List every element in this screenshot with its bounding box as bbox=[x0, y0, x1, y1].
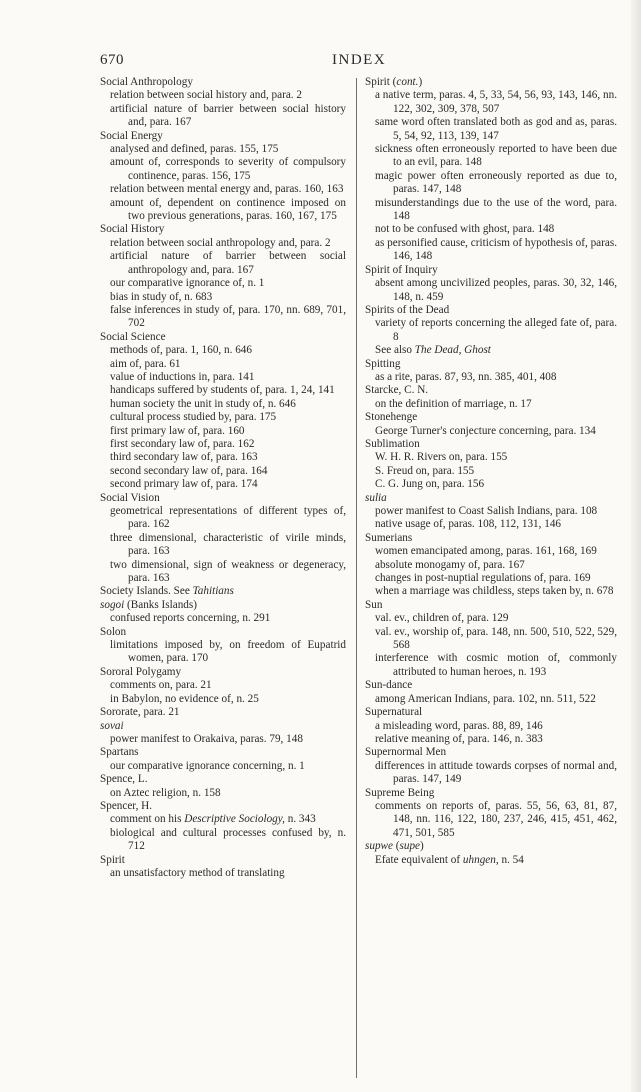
entry-text: absent among uncivilized peoples, paras. 30, 32, 146, 148, n. 459 bbox=[375, 277, 617, 303]
index-subentry bbox=[100, 733, 346, 746]
entry-text: on Aztec religion, n. 158 bbox=[110, 786, 221, 799]
entry-text: absolute monogamy of, para. 167 bbox=[375, 558, 525, 571]
index-heading bbox=[100, 666, 346, 679]
index-subentry bbox=[100, 867, 346, 880]
entry-italic-term: supwe bbox=[365, 840, 393, 853]
entry-text: Sun-dance bbox=[365, 679, 413, 692]
entry-text: an unsatisfactory method of translating bbox=[110, 866, 285, 879]
entry-text: comments on, para. 21 bbox=[110, 679, 212, 692]
entry-text: women emancipated among, paras. 161, 168, 169 bbox=[375, 545, 597, 558]
index-subentry bbox=[100, 612, 346, 625]
index-subentry bbox=[365, 465, 617, 478]
entry-text: George Turner's conjecture concerning, para. 134 bbox=[375, 424, 596, 437]
entry-text: See also bbox=[375, 344, 412, 357]
index-subentry bbox=[365, 559, 617, 572]
index-heading bbox=[365, 840, 617, 853]
entry-text: S. Freud on, para. 155 bbox=[375, 464, 475, 477]
entry-text: comments on reports of, paras. 55, 56, 63, 81, 87, 148, nn. 116, 122, 180, 237, 246, 415, 451, 462, 471, 501, 585 bbox=[375, 799, 617, 839]
index-heading bbox=[100, 626, 346, 639]
index-subentry bbox=[100, 156, 346, 183]
index-subentry bbox=[100, 398, 346, 411]
entry-text: as a rite, paras. 87, 93, nn. 385, 401, 408 bbox=[375, 370, 557, 383]
entry-text: relation between social history and, para. 2 bbox=[110, 89, 302, 102]
entry-text: Social Science bbox=[100, 330, 166, 343]
entry-text: second secondary law of, para. 164 bbox=[110, 464, 268, 477]
entry-text: Solon bbox=[100, 625, 127, 638]
entry-text: Sun bbox=[365, 598, 383, 611]
index-subentry bbox=[100, 559, 346, 586]
index-subentry bbox=[365, 344, 617, 357]
index-subentry bbox=[100, 304, 346, 331]
entry-text: methods of, para. 1, 160, n. 646 bbox=[110, 344, 252, 357]
index-subentry bbox=[365, 371, 617, 384]
index-heading bbox=[100, 130, 346, 143]
index-subentry bbox=[365, 612, 617, 625]
index-subentry bbox=[100, 505, 346, 532]
entry-text: not to be confused with ghost, para. 148 bbox=[375, 223, 555, 236]
index-heading bbox=[100, 720, 346, 733]
entry-text: a native term, paras. 4, 5, 33, 54, 56, 93, 143, 146, nn. 122, 302, 309, 378, 507 bbox=[375, 89, 617, 115]
entry-text: Social Energy bbox=[100, 129, 163, 142]
entry-text: in Babylon, no evidence of, n. 25 bbox=[110, 692, 259, 705]
index-subentry bbox=[365, 585, 617, 598]
entry-text: Spence, L. bbox=[100, 773, 148, 786]
index-subentry bbox=[365, 223, 617, 236]
index-subentry bbox=[365, 800, 617, 840]
index-heading bbox=[100, 76, 346, 89]
index-heading bbox=[100, 706, 346, 719]
entry-text: three dimensional, characteristic of virile minds, para. 163 bbox=[110, 531, 346, 558]
index-subentry bbox=[365, 505, 617, 518]
entry-text: Spencer, H. bbox=[100, 799, 153, 812]
index-subentry bbox=[365, 720, 617, 733]
index-subentry bbox=[365, 518, 617, 531]
index-subentry bbox=[100, 250, 346, 277]
entry-text: aim of, para. 61 bbox=[110, 357, 181, 370]
index-subentry bbox=[100, 103, 346, 130]
index-subentry bbox=[100, 89, 346, 102]
index-subentry bbox=[365, 89, 617, 116]
entry-text: amount of, corresponds to severity of compulsory continence, paras. 156, 175 bbox=[110, 156, 346, 182]
index-subentry bbox=[365, 398, 617, 411]
index-heading bbox=[100, 585, 346, 598]
index-subentry bbox=[365, 143, 617, 170]
entry-text: Spirits of the Dead bbox=[365, 303, 450, 316]
entry-text: artificial nature of barrier between social history and, para. 167 bbox=[110, 102, 346, 129]
index-subentry bbox=[100, 411, 346, 424]
entry-text: first secondary law of, para. 162 bbox=[110, 437, 255, 450]
entry-text: second primary law of, para. 174 bbox=[110, 478, 258, 491]
index-subentry bbox=[100, 451, 346, 464]
index-subentry bbox=[365, 197, 617, 224]
entry-text: val. ev., worship of, para. 148, nn. 500, 510, 522, 529, 568 bbox=[375, 625, 617, 652]
index-subentry bbox=[365, 626, 617, 653]
index-heading bbox=[100, 854, 346, 867]
entry-text: Sumerians bbox=[365, 531, 413, 544]
entry-text: on the definition of marriage, n. 17 bbox=[375, 397, 532, 410]
index-heading bbox=[365, 746, 617, 759]
index-column-left bbox=[100, 76, 346, 880]
entry-text: power manifest to Orakaiva, paras. 79, 148 bbox=[110, 732, 303, 745]
index-subentry bbox=[365, 317, 617, 344]
entry-text: two dimensional, sign of weakness or degeneracy, para. 163 bbox=[110, 558, 346, 585]
column-divider bbox=[356, 78, 357, 1078]
entry-italic-term: uhngen, bbox=[462, 853, 499, 866]
entry-text: bias in study of, n. 683 bbox=[110, 290, 213, 303]
index-subentry bbox=[100, 344, 346, 357]
index-heading bbox=[365, 438, 617, 451]
entry-text: third secondary law of, para. 163 bbox=[110, 451, 258, 464]
index-subentry bbox=[100, 478, 346, 491]
entry-text: Sublimation bbox=[365, 437, 420, 450]
entry-text: (Banks Islands) bbox=[124, 598, 197, 611]
page-title: INDEX bbox=[332, 52, 387, 68]
entry-text: first primary law of, para. 160 bbox=[110, 424, 245, 437]
entry-italic-term: supe bbox=[399, 840, 421, 853]
entry-text: variety of reports concerning the alleged fate of, para. 8 bbox=[375, 317, 617, 343]
entry-text: our comparative ignorance concerning, n. 1 bbox=[110, 759, 305, 772]
index-subentry bbox=[365, 170, 617, 197]
index-heading bbox=[365, 532, 617, 545]
index-subentry bbox=[365, 572, 617, 585]
index-heading bbox=[365, 76, 617, 89]
index-heading bbox=[100, 746, 346, 759]
entry-text: artificial nature of barrier between social anthropology and, para. 167 bbox=[110, 250, 346, 276]
entry-text: human society the unit in study of, n. 646 bbox=[110, 397, 296, 410]
index-subentry bbox=[100, 438, 346, 451]
entry-italic-term: sovai bbox=[100, 719, 124, 732]
entry-italic-term: Descriptive Sociology, bbox=[184, 813, 285, 826]
entry-text: C. G. Jung on, para. 156 bbox=[375, 478, 485, 491]
index-subentry bbox=[365, 425, 617, 438]
entry-text: biological and cultural processes confused by, n. 712 bbox=[110, 826, 346, 853]
index-heading bbox=[365, 706, 617, 719]
index-heading bbox=[365, 384, 617, 397]
index-heading bbox=[365, 358, 617, 371]
index-subentry bbox=[365, 237, 617, 264]
entry-text-tail: n. 54 bbox=[498, 853, 524, 866]
index-subentry bbox=[100, 183, 346, 196]
entry-italic-term: Tahitians bbox=[192, 585, 234, 598]
index-subentry bbox=[100, 384, 346, 397]
entry-text: Spirit bbox=[100, 853, 125, 866]
entry-text: our comparative ignorance of, n. 1 bbox=[110, 277, 265, 290]
index-subentry bbox=[100, 760, 346, 773]
entry-text: Stonehenge bbox=[365, 411, 418, 424]
entry-text-tail: ) bbox=[420, 840, 424, 853]
entry-text: cultural process studied by, para. 175 bbox=[110, 411, 277, 424]
index-subentry bbox=[100, 291, 346, 304]
entry-text: relation between social anthropology and, para. 2 bbox=[110, 236, 331, 249]
index-subentry bbox=[100, 358, 346, 371]
entry-italic-term: sogoi bbox=[100, 598, 125, 611]
entry-text-tail: n. 343 bbox=[284, 813, 316, 826]
index-subentry bbox=[100, 237, 346, 250]
entry-text: Spartans bbox=[100, 746, 139, 759]
entry-text: when a marriage was childless, steps taken by, n. 678 bbox=[375, 585, 614, 598]
index-subentry bbox=[100, 787, 346, 800]
index-subentry bbox=[100, 532, 346, 559]
index-subentry bbox=[100, 197, 346, 224]
entry-text: Starcke, C. N. bbox=[365, 384, 429, 397]
page-edge-shadow bbox=[631, 0, 641, 1092]
entry-text: value of inductions in, para. 141 bbox=[110, 370, 255, 383]
index-heading bbox=[100, 492, 346, 505]
index-column-right bbox=[365, 76, 617, 867]
page-number: 670 bbox=[100, 52, 124, 68]
entry-text: Spitting bbox=[365, 357, 401, 370]
entry-text: W. H. R. Rivers on, para. 155 bbox=[375, 451, 508, 464]
index-heading bbox=[100, 223, 346, 236]
entry-text: Social Vision bbox=[100, 491, 160, 504]
entry-text: Supernatural bbox=[365, 706, 423, 719]
index-subentry bbox=[100, 639, 346, 666]
entry-italic-term: The Dead, Ghost bbox=[414, 344, 491, 357]
index-subentry bbox=[365, 116, 617, 143]
entry-text: Sororal Polygamy bbox=[100, 665, 182, 678]
index-subentry bbox=[100, 371, 346, 384]
entry-text: Efate equivalent of bbox=[375, 853, 461, 866]
entry-text: limitations imposed by, on freedom of Eupatrid women, para. 170 bbox=[110, 639, 346, 665]
entry-text: Society Islands. See bbox=[100, 585, 190, 598]
index-subentry bbox=[365, 693, 617, 706]
index-heading bbox=[365, 264, 617, 277]
entry-text: among American Indians, para. 102, nn. 511, 522 bbox=[375, 692, 596, 705]
entry-text: misunderstandings due to the use of the word, para. 148 bbox=[375, 196, 617, 223]
entry-text: same word often translated both as god and as, paras. 5, 54, 92, 113, 139, 147 bbox=[375, 116, 617, 142]
index-heading bbox=[100, 773, 346, 786]
index-subentry bbox=[100, 827, 346, 854]
index-heading bbox=[100, 599, 346, 612]
index-subentry bbox=[365, 652, 617, 679]
index-heading bbox=[365, 599, 617, 612]
index-subentry bbox=[100, 143, 346, 156]
entry-text: confused reports concerning, n. 291 bbox=[110, 612, 271, 625]
index-subentry bbox=[365, 277, 617, 304]
index-subentry bbox=[100, 679, 346, 692]
entry-text: Social History bbox=[100, 223, 165, 236]
entry-text-tail: ) bbox=[418, 76, 423, 88]
entry-text: Supreme Being bbox=[365, 786, 435, 799]
entry-text: geometrical representations of different types of, para. 162 bbox=[110, 505, 346, 531]
index-subentry bbox=[365, 451, 617, 464]
index-heading bbox=[365, 492, 617, 505]
index-subentry bbox=[365, 733, 617, 746]
index-subentry bbox=[100, 813, 346, 826]
entry-text: a misleading word, paras. 88, 89, 146 bbox=[375, 719, 543, 732]
entry-text: power manifest to Coast Salish Indians, para. 108 bbox=[375, 505, 598, 517]
entry-text: as personified cause, criticism of hypothesis of, paras. 146, 148 bbox=[375, 236, 617, 263]
entry-text: relation between mental energy and, paras. 160, 163 bbox=[110, 183, 344, 196]
entry-text: false inferences in study of, para. 170, nn. 689, 701, 702 bbox=[110, 303, 346, 330]
entry-text: Spirit ( bbox=[365, 76, 397, 88]
entry-text: val. ev., children of, para. 129 bbox=[375, 612, 509, 625]
entry-italic-term: sulia bbox=[365, 491, 387, 504]
index-subentry bbox=[100, 465, 346, 478]
entry-text: amount of, dependent on continence imposed on two previous generations, paras. 160, 167, 175 bbox=[110, 196, 346, 223]
index-heading bbox=[100, 800, 346, 813]
index-heading bbox=[365, 787, 617, 800]
entry-text: differences in attitude towards corpses of normal and, paras. 147, 149 bbox=[375, 759, 617, 786]
index-subentry bbox=[365, 545, 617, 558]
index-subentry bbox=[365, 760, 617, 787]
index-subentry bbox=[100, 277, 346, 290]
entry-text: analysed and defined, paras. 155, 175 bbox=[110, 143, 279, 156]
entry-text: interference with cosmic motion of, commonly attributed to human heroes, n. 193 bbox=[375, 652, 617, 678]
entry-text: handicaps suffered by students of, para. 1, 24, 141 bbox=[110, 384, 335, 397]
entry-text: magic power often erroneously reported as due to, paras. 147, 148 bbox=[375, 169, 617, 196]
entry-text: ( bbox=[392, 840, 400, 853]
index-subentry bbox=[365, 478, 617, 491]
entry-text: native usage of, paras. 108, 112, 131, 146 bbox=[375, 518, 562, 531]
index-heading bbox=[365, 304, 617, 317]
entry-text: comment on his bbox=[110, 813, 182, 826]
entry-text: Sororate, para. 21 bbox=[100, 706, 180, 719]
index-heading bbox=[365, 679, 617, 692]
index-subentry bbox=[100, 693, 346, 706]
entry-text: sickness often erroneously reported to have been due to an evil, para. 148 bbox=[375, 143, 617, 169]
index-heading bbox=[365, 411, 617, 424]
entry-italic-term: cont. bbox=[396, 76, 419, 88]
index-heading bbox=[100, 331, 346, 344]
entry-text: changes in post-nuptial regulations of, para. 169 bbox=[375, 572, 591, 585]
page-header bbox=[100, 52, 614, 72]
entry-text: Social Anthropology bbox=[100, 76, 193, 88]
index-subentry bbox=[100, 425, 346, 438]
index-subentry bbox=[365, 854, 617, 867]
entry-text: relative meaning of, para. 146, n. 383 bbox=[375, 732, 543, 745]
entry-text: Spirit of Inquiry bbox=[365, 263, 438, 276]
entry-text: Supernormal Men bbox=[365, 746, 447, 759]
